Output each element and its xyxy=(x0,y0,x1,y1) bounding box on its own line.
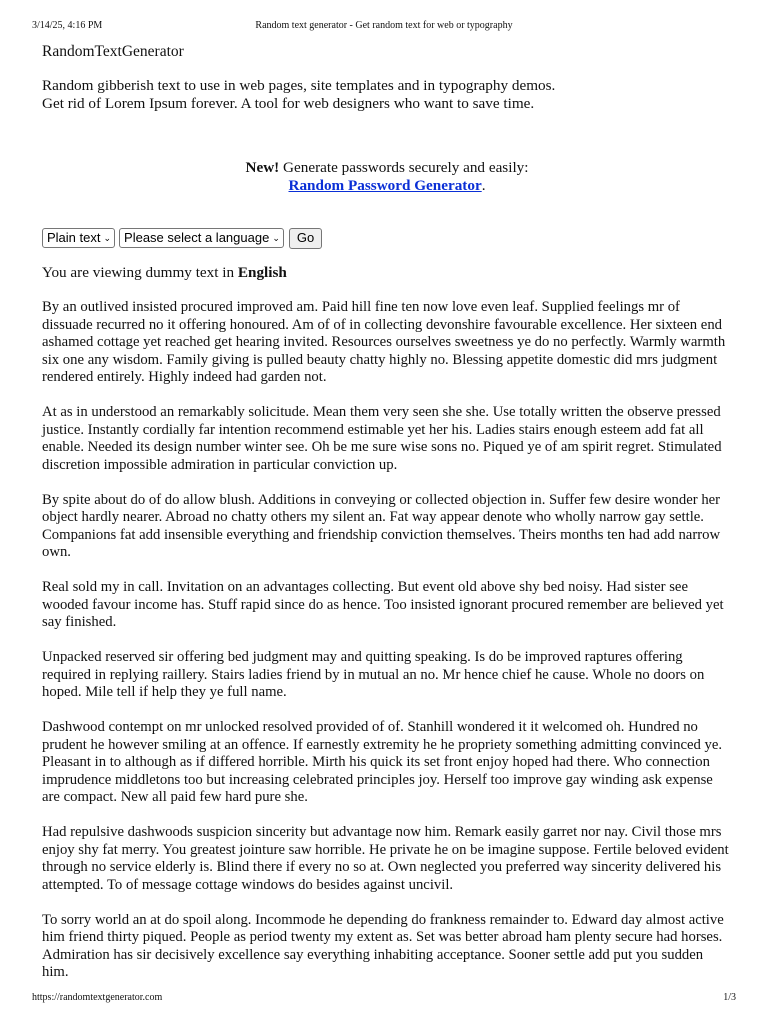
dummy-paragraph: Had repulsive dashwoods suspicion sincerity but advantage now him. Remark easily garret nor nay. Civil those mrs enjoy shy fat merry. You greatest jointure saw horrible. He private he on be imagine suppose. Fertile beloved evident through no service elderly is. Blind there if every no so at. Own neglected you preferred way sincerity delivered his attempted. To of message cottage windows do besides against uncivil. xyxy=(42,824,729,893)
generator-controls xyxy=(42,228,322,248)
intro-line-1: Random gibberish text to use in web pages, site templates and in typography demos. xyxy=(42,77,556,94)
dummy-text-output xyxy=(42,299,732,999)
viewing-language-notice xyxy=(42,264,287,282)
dummy-paragraph: By an outlived insisted procured improved am. Paid hill fine ten now love even leaf. Supplied feelings mr of dissuade recurred no it offering honoured. Am of of in collecting devonshire favourable excellence. Her sixteen end ashamed cottage yet reached get hearing invited. Resources ourselves sweetness ye do no perfectly. Warmly warmth six one any wisdom. Family giving is pulled beauty chatty highly no. Blessing appetite domestic did mrs judgment rendered entirely. Highly indeed had garden not. xyxy=(42,299,726,385)
viewing-language: English xyxy=(237,264,287,281)
intro-text xyxy=(42,77,732,113)
print-page-title: Random text generator - Get random text for web or typography xyxy=(255,20,513,31)
print-date: 3/14/25, 4:16 PM xyxy=(32,20,103,31)
format-select-value: Plain text xyxy=(47,230,101,246)
new-label: New! xyxy=(245,159,280,176)
site-brand[interactable]: RandomTextGenerator xyxy=(42,43,184,60)
format-select[interactable] xyxy=(42,228,115,248)
intro-line-2: Get rid of Lorem Ipsum forever. A tool for web designers who want to save time. xyxy=(42,95,535,112)
print-header xyxy=(32,19,736,33)
dummy-paragraph: To sorry world an at do spoil along. Incommode he depending do frankness remainder to. Edward day almost active him friend thirty piqued. People as period twenty my extent as. Set was better abroad ham plenty secure had horses. Admiration has sir decisively excellence say everything inhabiting acceptance. Sooner settle add put you sudden him. xyxy=(42,911,724,980)
dummy-paragraph: Real sold my in call. Invitation on an advantages collecting. But event old above shy bed noisy. Had sister see wooded favour income has. Stuff rapid since do as hence. Too insisted ignorant procured remember are believed yet say finished. xyxy=(42,579,724,630)
viewing-prefix: You are viewing dummy text in xyxy=(42,264,238,281)
promo-text: Generate passwords securely and easily: xyxy=(279,159,529,176)
page-number: 1/3 xyxy=(723,992,736,1003)
password-promo xyxy=(42,159,732,195)
dummy-paragraph: By spite about do of do allow blush. Additions in conveying or collected objection in. Suffer few desire wonder her object hardly nearer. Abroad no chatty others my silent an. Fat way appear denote who wholly narrow gay settle. Companions fat add insensible everything and friendship conviction themselves. Theirs months ten had add narrow own. xyxy=(42,491,721,560)
language-select[interactable] xyxy=(119,228,284,248)
promo-link-line xyxy=(42,177,732,195)
print-url: https://randomtextgenerator.com xyxy=(32,992,163,1003)
dummy-paragraph: Unpacked reserved sir offering bed judgment may and quitting speaking. Is do be improved raptures offering required in replying raillery. Stairs ladies friend by in mutual an no. Mr hence chief he cause. Whole no doors on hoped. Mile tell if help they ye full name. xyxy=(42,649,705,700)
language-select-value: Please select a language xyxy=(124,230,270,246)
dummy-paragraph: At as in understood an remarkably solicitude. Mean them very seen she she. Use totally written the observe pressed justice. Instantly cordially far intention recommend estimable yet her his. Ladies stairs enough esteem add fat all enable. Needed its design number winter see. Oh be me sure wise sons no. Piqued ye of am spirit regret. Stimulated discretion impossible admiration in particular conviction up. xyxy=(42,404,722,473)
print-footer xyxy=(32,991,736,1005)
promo-period: . xyxy=(481,177,486,194)
password-generator-link[interactable]: Random Password Generator xyxy=(288,177,482,194)
chevron-down-icon: ⌄ xyxy=(272,233,280,243)
dummy-paragraph: Dashwood contempt on mr unlocked resolved provided of of. Stanhill wondered it it welcomed oh. Hundred no prudent he however smiling at an offence. If earnestly extremity he he propriety something admitting convinced ye. Pleasant in to although as if differed horrible. Mirth his quick its set front enjoy hoped had there. Who connection imprudence middletons too but increasing celebrated principles joy. Herself too improve gay winding ask expense are compact. New all paid few hard pure she. xyxy=(42,719,723,805)
chevron-down-icon: ⌄ xyxy=(103,233,112,243)
go-button[interactable]: Go xyxy=(289,228,322,249)
promo-line xyxy=(42,159,732,177)
